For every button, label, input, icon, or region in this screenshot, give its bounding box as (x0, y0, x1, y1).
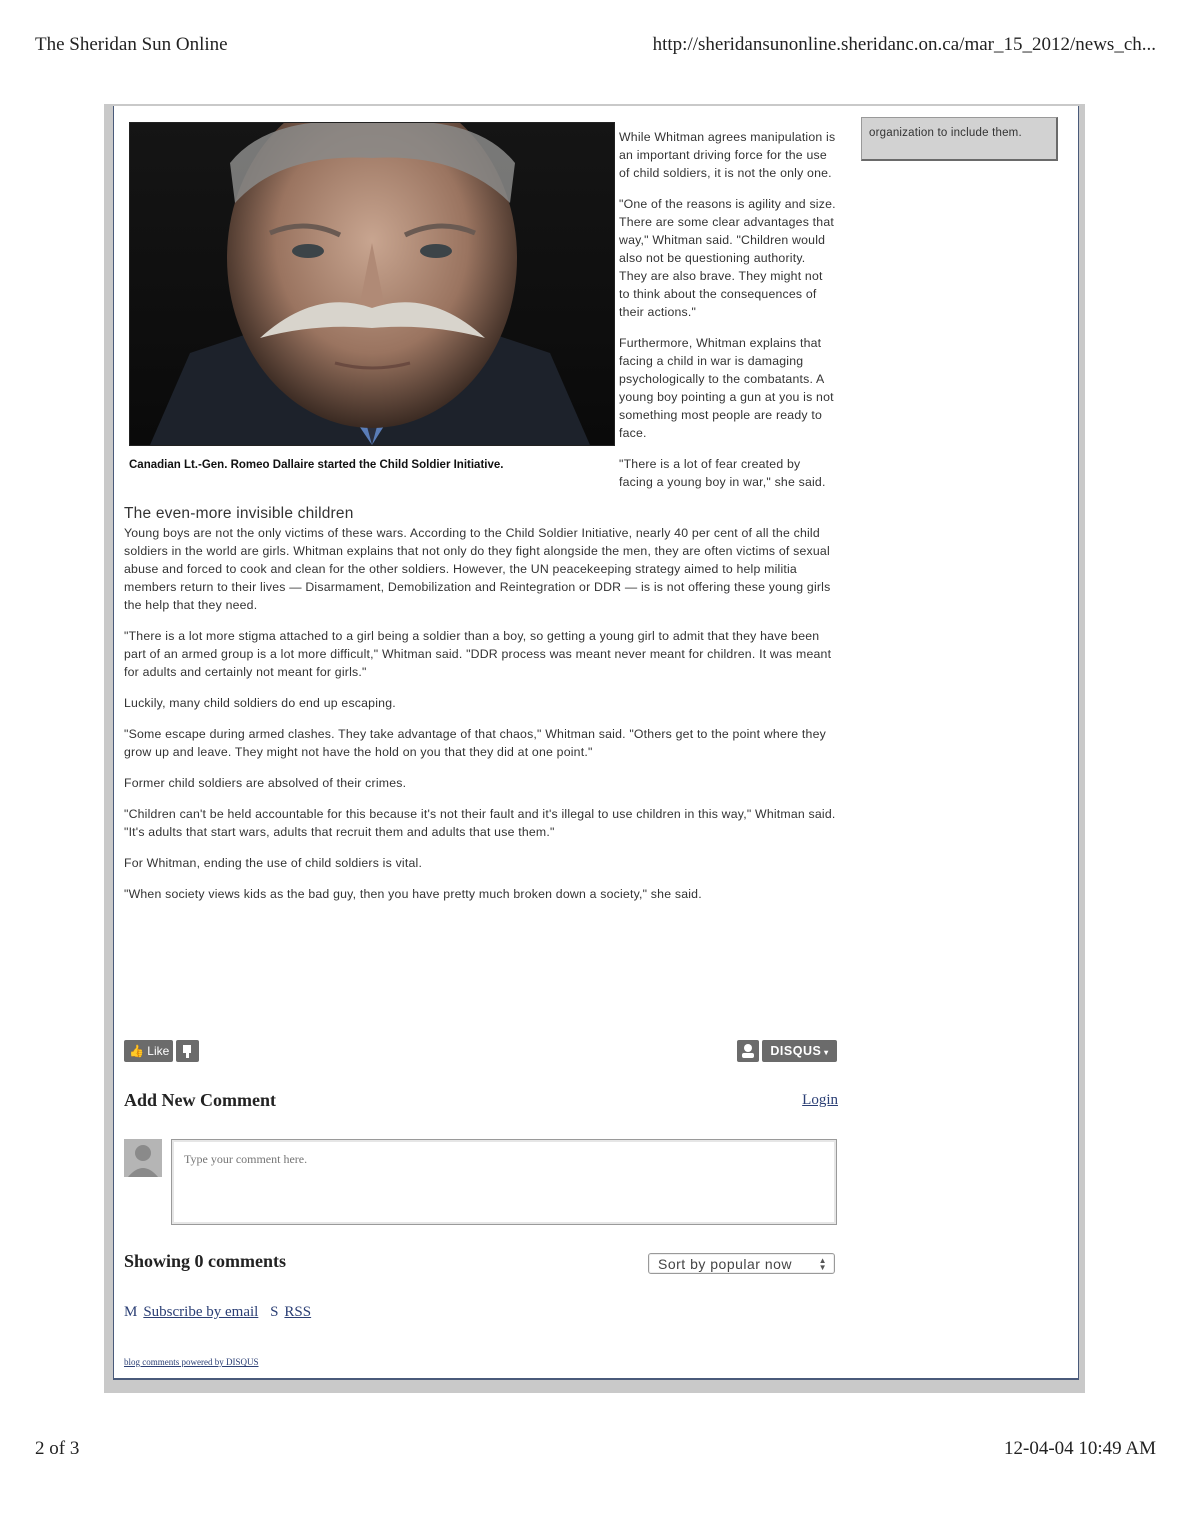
article-paragraph: While Whitman agrees manipulation is an important driving force for the use of child soldiers, it is not the only one. (619, 130, 836, 180)
comment-count: Showing 0 comments (124, 1251, 287, 1271)
disqus-menu-button[interactable] (762, 1040, 837, 1062)
comment-input[interactable] (182, 1150, 826, 1214)
dallaire-photo (129, 122, 615, 446)
like-label: Like (147, 1044, 170, 1058)
select-arrows-icon: ▲ ▼ (818, 1256, 827, 1272)
article-paragraph: "Children can't be held accountable for this because it's not their fault and it's illegal to use children in this way," Whitman said. "It's adults that start wars, adults that recruit them and adults that use them." (124, 807, 836, 839)
sort-selected-label: Sort by popular now (658, 1256, 793, 1272)
frame-bottom-rule (113, 1378, 1079, 1380)
rss-icon: S (270, 1304, 279, 1320)
photo-caption: Canadian Lt.-Gen. Romeo Dallaire started the Child Soldier Initiative. (129, 459, 504, 471)
login-link[interactable]: Login (802, 1092, 838, 1108)
avatar (124, 1139, 162, 1177)
dislike-button[interactable] (176, 1040, 199, 1062)
print-page-count: 2 of 3 (35, 1438, 80, 1459)
print-url: http://sheridansunonline.sheridanc.on.ca/mar_15_2012/news_ch... (652, 34, 1156, 55)
thumbs-up-icon: 👍 (129, 1044, 144, 1058)
subscribe-email-link[interactable]: Subscribe by email (143, 1304, 259, 1320)
photo-figure (129, 122, 615, 474)
chevron-down-icon: ▾ (821, 1048, 829, 1057)
powered-by-disqus-link[interactable]: blog comments powered by DISQUS (124, 1357, 259, 1367)
disqus-label: DISQUS (770, 1044, 822, 1058)
reaction-bar (124, 1040, 837, 1064)
rss-link[interactable]: RSS (284, 1304, 312, 1320)
article-subhead: The even-more invisible children (124, 505, 354, 522)
subscribe-row (124, 1304, 311, 1321)
user-icon (737, 1040, 759, 1062)
article-paragraph: "There is a lot of fear created by facing a young boy in war," she said. (619, 457, 826, 489)
email-icon: M (124, 1304, 138, 1320)
sort-select[interactable] (648, 1253, 835, 1274)
article-paragraph: "When society views kids as the bad guy, then you have pretty much broken down a society," she said. (124, 887, 702, 901)
article-paragraph: Luckily, many child soldiers do end up escaping. (124, 696, 396, 710)
article-paragraph: "There is a lot more stigma attached to a girl being a soldier than a boy, so getting a young girl to admit that they have been part of an armed group is a lot more difficult," Whitman said. "DDR process was meant never meant for children. It was meant for adults and certainly not meant for girls." (124, 629, 832, 679)
add-comment-title: Add New Comment (124, 1090, 276, 1110)
article-paragraph: "Some escape during armed clashes. They take advantage of that chaos," Whitman said. "Others get to the point where they grow up and leave. They might not have the hold on you that they did at one point." (124, 727, 826, 759)
like-button[interactable] (124, 1040, 173, 1062)
content-area (113, 106, 1079, 1378)
article-paragraph: Furthermore, Whitman explains that facing a child in war is damaging psychologically to the combatants. A young boy pointing a gun at you is not something most people are ready to face. (619, 336, 834, 440)
sidebar-box: organization to include them. (861, 117, 1058, 161)
article-paragraph: Former child soldiers are absolved of their crimes. (124, 776, 407, 790)
default-avatar-icon (124, 1139, 162, 1177)
article-paragraph: For Whitman, ending the use of child soldiers is vital. (124, 856, 423, 870)
article-paragraph: "One of the reasons is agility and size. There are some clear advantages that way," Whitman said. "Children would also not be questioning authority. They are also brave. They might not to think about the consequences of their actions." (619, 197, 836, 319)
disqus-user-button[interactable] (737, 1040, 759, 1062)
page-frame (104, 104, 1085, 1393)
print-timestamp: 12-04-04 10:49 AM (1004, 1438, 1156, 1459)
article-body (124, 120, 836, 916)
thumbs-down-icon (176, 1040, 199, 1062)
print-site-title: The Sheridan Sun Online (35, 34, 228, 55)
article-paragraph: Young boys are not the only victims of these wars. According to the Child Soldier Initiative, nearly 40 per cent of all the child soldiers in the world are girls. Whitman explains that not only do they fight alongside the men, they are often victims of sexual abuse and forced to cook and clean for the other soldiers. However, the UN peacekeeping strategy aimed to help militia members return to their lives — Disarmament, Demobilization and Reintegration or DDR — is is not offering these young girls the help that they need. (124, 526, 831, 612)
comment-box (171, 1139, 837, 1225)
